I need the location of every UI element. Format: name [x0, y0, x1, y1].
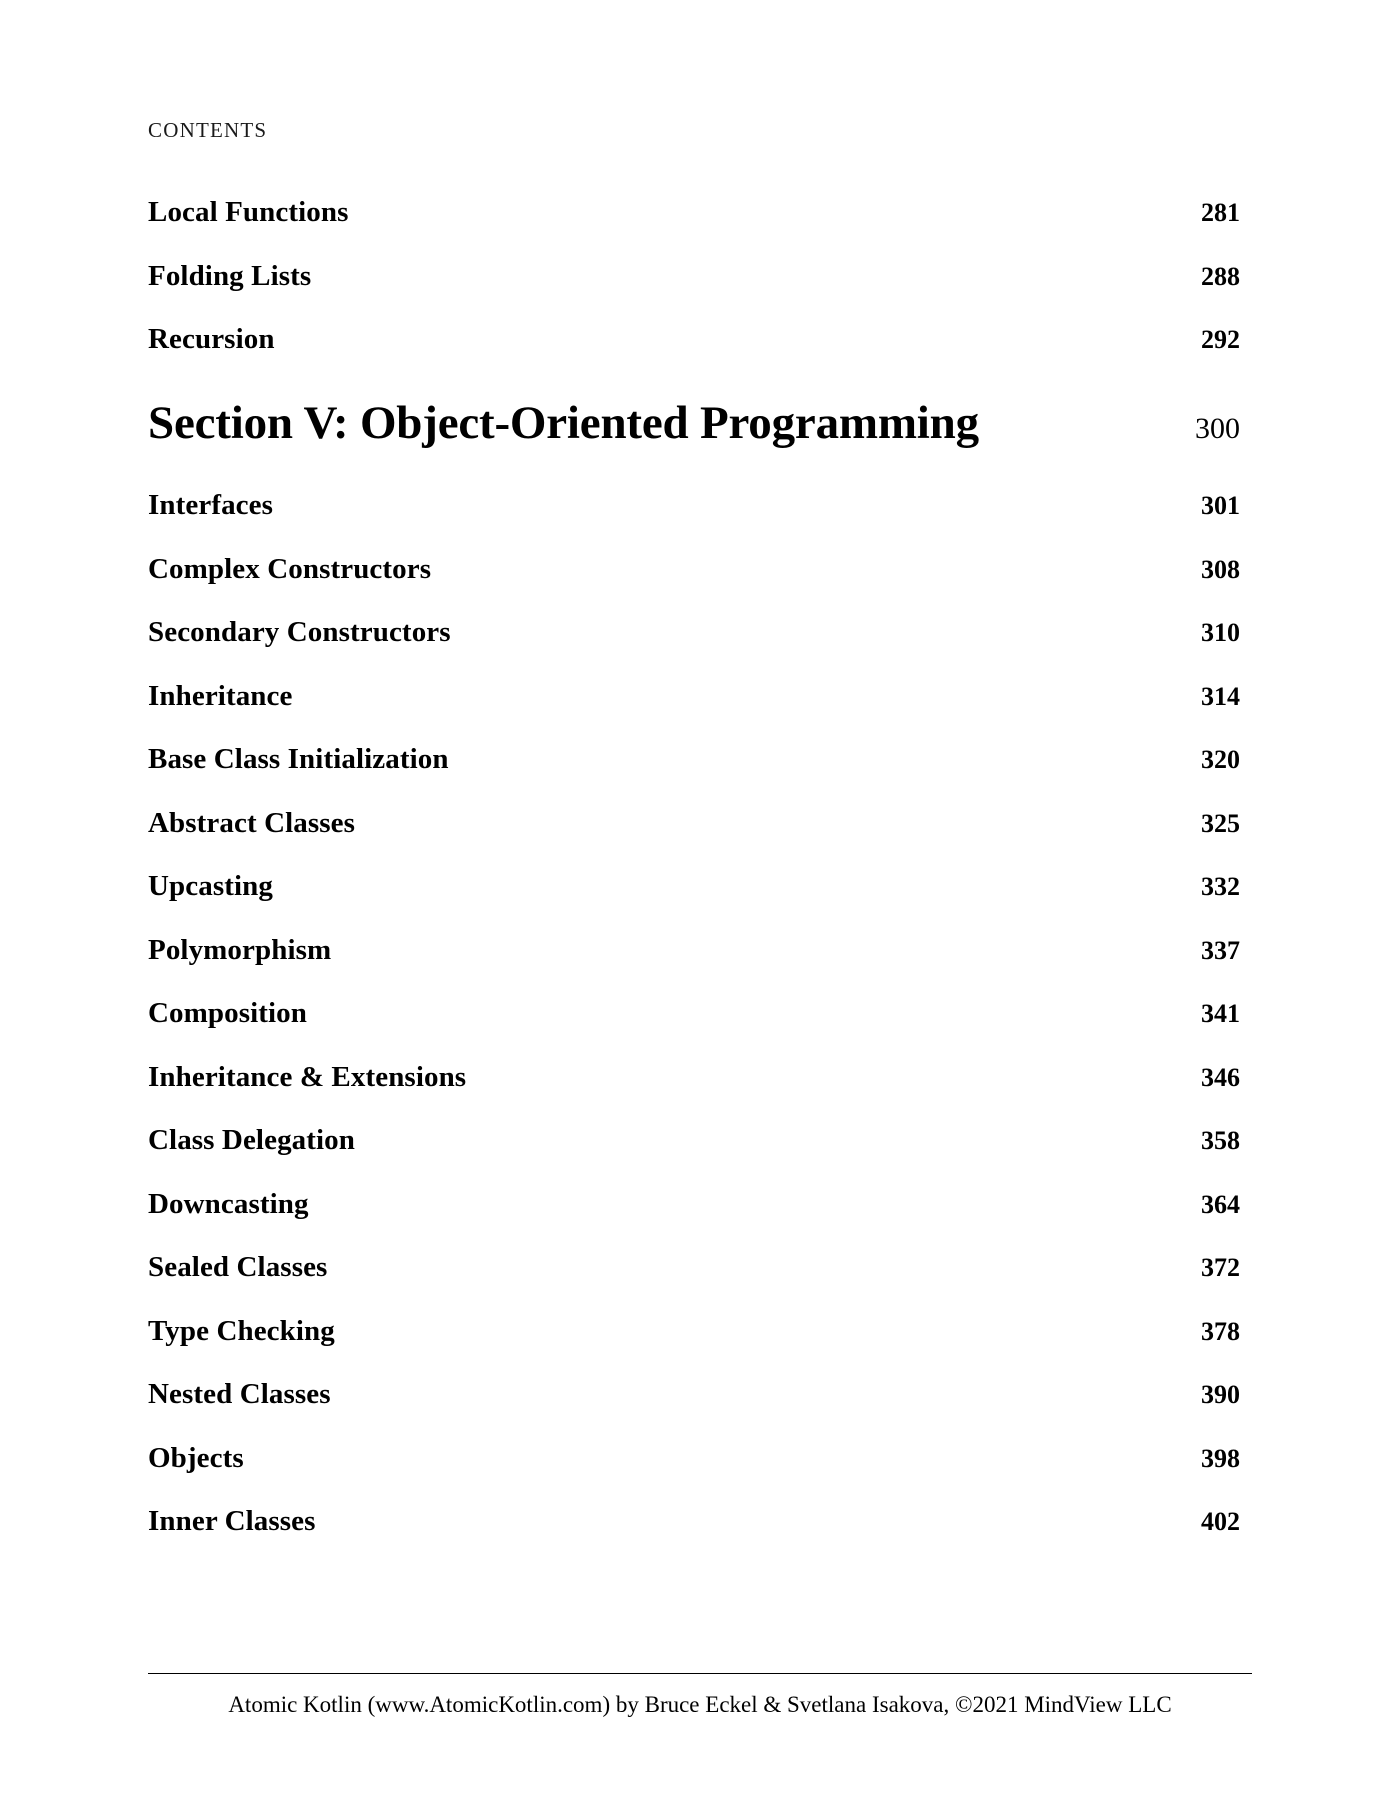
toc-entry-title: Secondary Constructors	[148, 616, 451, 648]
toc-leader-dots	[987, 432, 1178, 433]
toc-entry-row[interactable]	[148, 680, 1240, 713]
toc-leader-dots	[316, 1016, 1177, 1017]
toc-entry-title: Abstract Classes	[148, 806, 355, 839]
toc-entry-row[interactable]	[148, 1505, 1240, 1538]
toc-leader-dots	[336, 1270, 1177, 1271]
toc-entry-row[interactable]	[148, 489, 1240, 522]
toc-leader-dots	[325, 1524, 1177, 1525]
toc-entry-title: Downcasting	[148, 1187, 309, 1220]
toc-entry-row[interactable]	[148, 260, 1240, 293]
toc-entry-title: Complex Constructors	[148, 552, 432, 585]
toc-leader-dots	[364, 826, 1177, 827]
toc-entry-row[interactable]	[148, 1442, 1240, 1475]
toc-entry-title: Type Checking	[148, 1314, 335, 1347]
toc-leader-dots	[340, 1397, 1177, 1398]
toc-leader-dots	[475, 1080, 1177, 1081]
toc-section-row[interactable]	[148, 397, 1240, 449]
toc-entry-row[interactable]	[148, 870, 1240, 903]
toc-entry-title: Inheritance & Extensions	[148, 1060, 467, 1093]
toc-entry-title: Local Functions	[148, 196, 349, 228]
toc-entry-title: Base Class Initialization	[148, 743, 449, 775]
toc-entry-row[interactable]	[148, 616, 1240, 649]
toc-entry-row[interactable]	[148, 1378, 1240, 1411]
toc-page-number: 310	[1201, 618, 1240, 647]
toc-leader-dots	[284, 342, 1177, 343]
toc-page-number: 364	[1201, 1189, 1240, 1219]
toc-leader-dots	[344, 1334, 1177, 1335]
toc-page-number: 341	[1201, 999, 1240, 1028]
toc-page-number: 320	[1201, 745, 1240, 774]
toc-leader-dots	[320, 279, 1177, 280]
toc-page-number: 337	[1201, 935, 1240, 965]
toc-entry-row[interactable]	[148, 743, 1240, 776]
toc-leader-dots	[460, 635, 1177, 636]
toc-leader-dots	[253, 1461, 1177, 1462]
toc-entry-title: Inner Classes	[148, 1505, 316, 1537]
toc-page-number: 358	[1201, 1126, 1240, 1155]
toc-page-number: 325	[1201, 808, 1240, 838]
toc-leader-dots	[340, 953, 1177, 954]
toc-page-number: 378	[1201, 1316, 1240, 1346]
toc-page-number: 281	[1201, 198, 1240, 227]
toc-entry-title: Nested Classes	[148, 1378, 331, 1410]
toc-page-number: 292	[1201, 325, 1240, 354]
toc-entry-row[interactable]	[148, 1188, 1240, 1221]
toc-entry-title: Recursion	[148, 323, 275, 355]
toc-entry-row[interactable]	[148, 934, 1240, 967]
toc-entry-title: Upcasting	[148, 870, 273, 902]
toc-entry-row[interactable]	[148, 1061, 1240, 1094]
toc-page-number: 332	[1201, 872, 1240, 901]
toc-entry-title: Folding Lists	[148, 259, 312, 292]
toc-leader-dots	[358, 215, 1178, 216]
toc-entry-row[interactable]	[148, 997, 1240, 1030]
toc-page-number: 301	[1201, 491, 1240, 520]
toc-entry-title: Interfaces	[148, 489, 274, 521]
toc-page-number: 314	[1201, 681, 1240, 711]
toc-page-number: 398	[1201, 1443, 1240, 1473]
toc-page-number: 288	[1201, 261, 1240, 291]
toc-leader-dots	[301, 699, 1177, 700]
toc-entry-title: Inheritance	[148, 679, 293, 712]
footer-credit: Atomic Kotlin (www.AtomicKotlin.com) by Bruce Eckel & Svetlana Isakova, ©2021 MindView LLC	[228, 1692, 1172, 1717]
toc-entry-title: Sealed Classes	[148, 1251, 328, 1283]
toc-entry-title: Polymorphism	[148, 933, 332, 966]
toc-leader-dots	[318, 1207, 1177, 1208]
toc-leader-dots	[282, 889, 1177, 890]
toc-page-number: 402	[1201, 1507, 1240, 1536]
toc-page-number: 372	[1201, 1253, 1240, 1282]
toc-page-number: 300	[1195, 412, 1240, 445]
toc-entry-title: Composition	[148, 997, 308, 1029]
toc-entry-row[interactable]	[148, 1315, 1240, 1348]
toc-leader-dots	[282, 508, 1177, 509]
footer-divider	[148, 1673, 1252, 1674]
toc-entry-row[interactable]	[148, 323, 1240, 356]
toc-entry-row[interactable]	[148, 553, 1240, 586]
running-header: CONTENTS	[148, 118, 268, 142]
toc-entry-row[interactable]	[148, 196, 1240, 229]
toc-entry-title: Objects	[148, 1441, 244, 1474]
toc-entry-title: Section V: Object-Oriented Programming	[148, 397, 979, 449]
toc-entry-row[interactable]	[148, 1251, 1240, 1284]
toc-leader-dots	[364, 1143, 1177, 1144]
toc-page-number: 346	[1201, 1062, 1240, 1092]
toc-page-number: 390	[1201, 1380, 1240, 1409]
toc-entry-title: Class Delegation	[148, 1124, 356, 1156]
toc-leader-dots	[440, 572, 1177, 573]
table-of-contents	[148, 196, 1240, 1569]
toc-entry-row[interactable]	[148, 1124, 1240, 1157]
toc-entry-row[interactable]	[148, 807, 1240, 840]
toc-leader-dots	[458, 762, 1177, 763]
toc-page-number: 308	[1201, 554, 1240, 584]
